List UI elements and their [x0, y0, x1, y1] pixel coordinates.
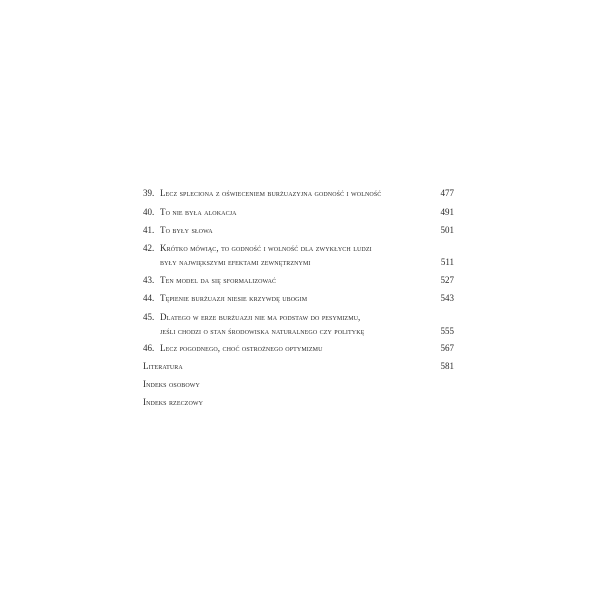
toc-entry-45 — [143, 311, 454, 335]
toc-page: 543 — [440, 293, 454, 303]
toc-title-continued: były największymi efektami zewnętrznymi — [160, 257, 311, 267]
toc-number: 40. — [143, 207, 155, 217]
toc-number: 44. — [143, 293, 155, 303]
toc-title: Tępienie burżuazji niesie krzywdę ubogim — [160, 293, 308, 303]
toc-title: To były słowa — [160, 225, 213, 235]
toc-title: Indeks rzeczowy — [143, 397, 204, 407]
toc-page: 501 — [440, 225, 454, 235]
toc-number: 46. — [143, 343, 155, 353]
toc-page: 491 — [440, 207, 454, 217]
toc-title: To nie była alokacja — [160, 207, 237, 217]
toc-number: 39. — [143, 188, 155, 198]
toc-number: 43. — [143, 275, 155, 285]
toc-title: Literatura — [143, 361, 183, 371]
toc-title: Ten model da się sformalizować — [160, 275, 277, 285]
toc-page: 555 — [440, 326, 454, 336]
toc-title: Dlatego w erze burżuazji nie ma podstaw do pesymizmu, — [160, 312, 361, 322]
toc-number: 41. — [143, 225, 155, 235]
toc-page: 527 — [440, 275, 454, 285]
toc-entry-42 — [143, 242, 454, 266]
toc-page: 477 — [440, 188, 454, 198]
toc-title: Krótko mówiąc, to godność i wolność dla zwykłych ludzi — [160, 243, 372, 253]
toc-page: 511 — [440, 257, 454, 267]
toc-number: 45. — [143, 312, 155, 322]
toc-title-continued: jeśli chodzi o stan środowiska naturalnego czy politykę — [160, 326, 365, 336]
toc-page: 581 — [440, 361, 454, 371]
toc-page: 567 — [440, 343, 454, 353]
toc-title: Lecz pogodnego, choć ostrożnego optymizmu — [160, 343, 323, 353]
toc-title: Lecz spleciona z oświeceniem burżuazyjna godność i wolność — [160, 188, 382, 198]
toc-title: Indeks osobowy — [143, 379, 200, 389]
toc-number: 42. — [143, 243, 155, 253]
